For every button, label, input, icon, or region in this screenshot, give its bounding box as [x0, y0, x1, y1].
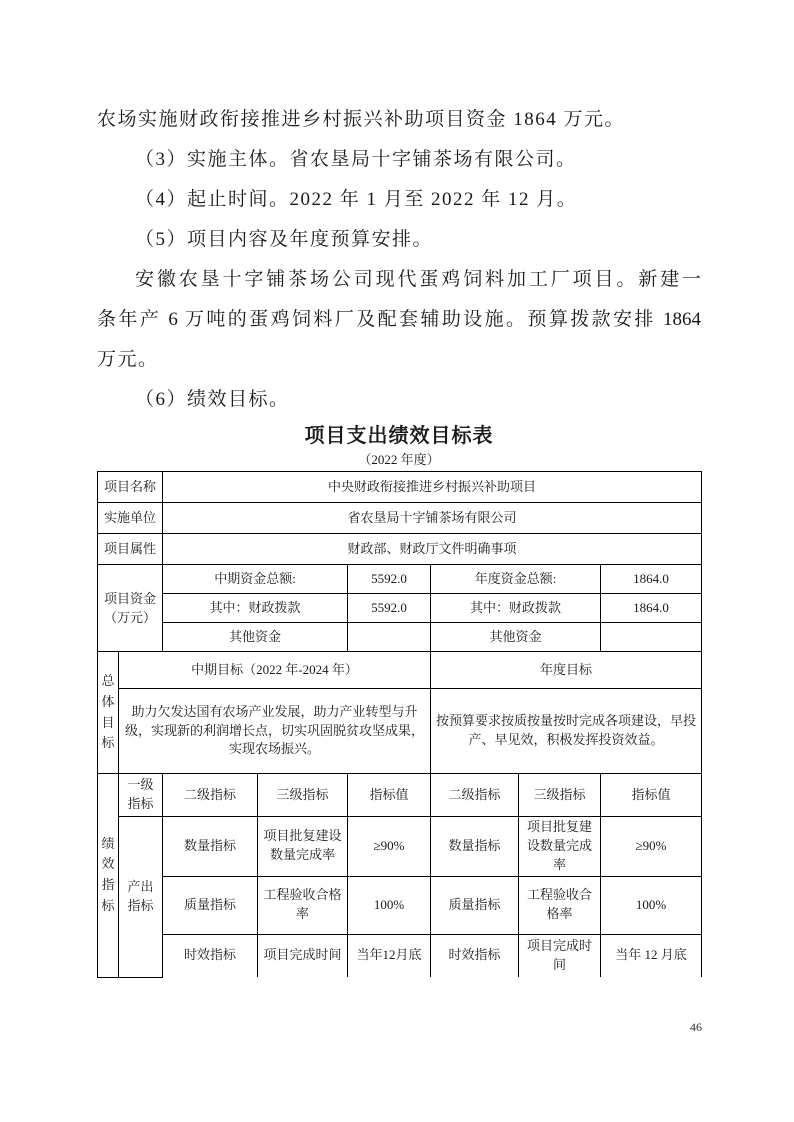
body-line: （5）项目内容及年度预算安排。 — [135, 229, 434, 250]
mid-goal-header: 中期目标（2022 年-2024 年） — [119, 652, 431, 689]
annual-value-cell: 100% — [601, 876, 702, 934]
mid-level3-header: 三级指标 — [258, 774, 348, 817]
body-line: （6）绩效目标。 — [135, 389, 290, 410]
annual-level2-cell: 数量指标 — [431, 817, 519, 877]
annual-level2-cell: 时效指标 — [431, 934, 519, 977]
mid-level3-cell: 项目完成时间 — [258, 934, 348, 977]
mid-value-header: 指标值 — [348, 774, 431, 817]
mid-level2-cell: 数量指标 — [163, 817, 258, 877]
annual-level3-cell: 项目批复建设数量完成率 — [519, 817, 601, 877]
mid-level3-cell: 工程验收合格率 — [258, 876, 348, 934]
mid-value-cell: ≥90% — [348, 817, 431, 877]
body-line: 农场实施财政衔接推进乡村振兴补助项目资金 1864 万元。 — [97, 109, 626, 130]
mid-level2-header: 二级指标 — [163, 774, 258, 817]
body-line: 安徽农垦十字铺茶场公司现代蛋鸡饲料加工厂项目。新建一 — [135, 269, 701, 290]
mid-total-label: 中期资金总额: — [163, 565, 348, 594]
project-attribute-value: 财政部、财政厅文件明确事项 — [163, 534, 702, 565]
mid-fiscal-label: 其中：财政拨款 — [163, 594, 348, 623]
annual-value-cell: ≥90% — [601, 817, 702, 877]
annual-level3-header: 三级指标 — [519, 774, 601, 817]
annual-level2-cell: 质量指标 — [431, 876, 519, 934]
page-number: 46 — [690, 1020, 702, 1034]
mid-level2-cell: 质量指标 — [163, 876, 258, 934]
mid-other-label: 其他资金 — [163, 623, 348, 652]
project-funds-label: 项目资金（万元） — [98, 565, 163, 652]
body-line: 万元。 — [97, 349, 159, 370]
body-line: （4）起止时间。2022 年 1 月至 2022 年 12 月。 — [135, 189, 578, 210]
annual-fiscal-label: 其中：财政拨款 — [431, 594, 601, 623]
output-indicator-label: 产出指标 — [119, 817, 163, 978]
annual-fiscal-value: 1864.0 — [601, 594, 702, 623]
body-line: 条年产 6 万吨的蛋鸡饲料厂及配套辅助设施。预算拨款安排 1864 — [97, 309, 701, 330]
table-title: 项目支出绩效目标表 — [304, 425, 494, 447]
level1-indicator-header: 一级指标 — [119, 774, 163, 817]
mid-value-cell: 当年12月底 — [348, 934, 431, 977]
mid-total-value: 5592.0 — [348, 565, 431, 594]
mid-value-cell: 100% — [348, 876, 431, 934]
project-attribute-label: 项目属性 — [98, 534, 163, 565]
annual-goal-text: 按预算要求按质按量按时完成各项建设，早投产、早见效，积极发挥投资效益。 — [431, 689, 702, 774]
annual-level2-header: 二级指标 — [431, 774, 519, 817]
project-name-value: 中央财政衔接推进乡村振兴补助项目 — [163, 472, 702, 503]
table-subtitle: （2022 年度） — [358, 452, 440, 467]
mid-other-value — [348, 623, 431, 652]
overall-goal-label: 总体目标 — [98, 652, 119, 774]
annual-other-label: 其他资金 — [431, 623, 601, 652]
annual-level3-cell: 项目完成时间 — [519, 934, 601, 977]
annual-other-value — [601, 623, 702, 652]
performance-target-table — [97, 471, 702, 978]
annual-value-cell: 当年 12 月底 — [601, 934, 702, 977]
annual-goal-header: 年度目标 — [431, 652, 702, 689]
annual-level3-cell: 工程验收合格率 — [519, 876, 601, 934]
project-name-label: 项目名称 — [98, 472, 163, 503]
performance-indicator-label: 绩效指标 — [98, 774, 119, 978]
annual-value-header: 指标值 — [601, 774, 702, 817]
annual-total-value: 1864.0 — [601, 565, 702, 594]
mid-goal-text: 助力欠发达国有农场产业发展，助力产业转型与升级，实现新的利润增长点，切实巩固脱贫攻坚成果，实现农场振兴。 — [119, 689, 431, 774]
mid-level3-cell: 项目批复建设数量完成率 — [258, 817, 348, 877]
mid-level2-cell: 时效指标 — [163, 934, 258, 977]
implement-unit-label: 实施单位 — [98, 503, 163, 534]
body-line: （3）实施主体。省农垦局十字铺茶场有限公司。 — [135, 149, 577, 170]
body-text — [97, 100, 701, 420]
implement-unit-value: 省农垦局十字铺茶场有限公司 — [163, 503, 702, 534]
annual-total-label: 年度资金总额: — [431, 565, 601, 594]
mid-fiscal-value: 5592.0 — [348, 594, 431, 623]
